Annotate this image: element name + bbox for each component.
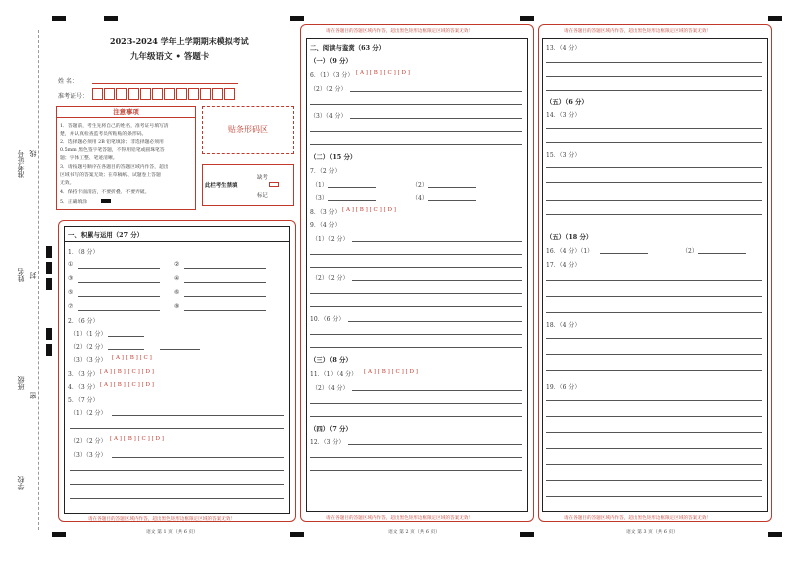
answer-line[interactable] [546,432,762,433]
choice-options[interactable]: [ A ] [ B ] [ C ] [ D ] [356,70,410,76]
registration-mark [520,16,534,21]
id-label: 准考证号： [58,93,89,100]
answer-line[interactable] [310,470,522,471]
question-label: （2）（2 分） [312,275,349,282]
question-label: （3）（4 分） [310,113,347,120]
answer-line[interactable] [546,167,762,168]
question-label: 19．（6 分） [546,384,581,391]
answer-line[interactable] [310,131,522,132]
question-label: 13．（4 分） [546,45,581,52]
page-footer: 语文 第 3 页（共 6 页） [626,530,679,535]
answer-line[interactable] [546,142,762,143]
subject-title: 九年级语文 • 答题卡 [130,52,210,62]
part-title: （四）（7 分） [310,425,352,433]
registration-mark [768,16,782,21]
choice-options[interactable]: [ A ] [ B ] [ C ] [ D ] [100,382,154,388]
answer-line[interactable] [546,354,762,355]
answer-line[interactable] [310,416,522,417]
answer-line[interactable] [546,62,762,63]
blank-label: （4） [412,195,428,202]
side-label-class: 班级 [17,376,25,390]
answer-line[interactable] [546,280,762,281]
absent-label: 此栏考生禁填 [205,183,238,189]
answer-line[interactable] [352,280,522,281]
top-note: 请在各题目的答题区域内作答，超出黑色矩形边框限定区域的答案无效！ [326,29,474,34]
section-title: 二、阅读与鉴赏（63 分） [310,44,386,52]
answer-line[interactable] [70,428,284,429]
question-label: （2）（2 分） [70,344,107,351]
question-label: 5．（7 分） [68,397,99,404]
registration-mark [46,344,52,356]
choice-options[interactable]: [ A ] [ B ] [ C ] [ D ] [100,369,154,375]
question-label: 14．（3 分） [546,112,581,119]
question-label: 8．（3 分） [310,209,341,216]
question-label: 7．（2 分） [310,168,341,175]
absent-checkbox[interactable] [269,182,279,187]
name-label: 姓 名： [58,78,78,85]
bottom-note: 请在各题目的答题区域内作答，超出黑色矩形边框限定区域的答案无效！ [326,516,474,521]
answer-line[interactable] [428,200,476,201]
answer-line[interactable] [546,128,762,129]
barcode-label: 贴条形码区 [228,125,268,134]
question-label: （2）（2 分） [310,86,347,93]
blank-label: ⑧ [174,303,180,310]
answer-line[interactable] [184,310,266,311]
part-title: （五）（18 分） [546,233,593,241]
side-label-line: 线 [29,150,37,157]
registration-mark [46,278,52,290]
answer-line[interactable] [348,321,522,322]
side-label-name: 姓名 [17,268,25,282]
question-label: （3）（3 分） [70,357,107,364]
blank-label: （3） [312,195,328,202]
answer-line[interactable] [310,254,522,255]
part-title: （五）（6 分） [546,98,588,106]
answer-line[interactable] [108,336,144,337]
choice-options[interactable]: [ A ] [ B ] [ C ] [ D ] [342,207,396,213]
absent-bottom: 标记 [257,193,268,199]
answer-line[interactable] [70,498,284,499]
section-title: 一、积累与运用（27 分） [68,231,144,239]
part-title: （二）（15 分） [310,153,357,161]
top-note: 请在各题目的答题区域内作答，超出黑色矩形边框限定区域的答案无效！ [564,29,712,34]
notice-line: 2．选择题必须用 2B 铅笔填涂；非选择题必须用 [60,140,164,145]
bottom-note: 请在各题目的答题区域内作答，超出黑色矩形边框限定区域的答案无效！ [564,516,712,521]
answer-line[interactable] [546,76,762,77]
answer-line[interactable] [184,268,266,269]
blank-label: ③ [68,275,74,282]
registration-mark [768,532,782,537]
question-label: （1）（2 分） [312,236,349,243]
question-label: 10．（6 分） [310,316,345,323]
answer-line[interactable] [546,496,762,497]
notice-line: 无效。 [60,181,75,186]
part-title: （一）（9 分） [310,57,352,65]
question-label: 15．（3 分） [546,152,581,159]
answer-line[interactable] [78,296,160,297]
answer-line[interactable] [78,268,160,269]
answer-line[interactable] [546,370,762,371]
question-label: 3．（3 分） [68,371,99,378]
answer-line[interactable] [112,457,284,458]
registration-mark [290,16,304,21]
notice-title: 注意事项 [57,107,195,118]
answer-line[interactable] [600,253,648,254]
answer-line[interactable] [78,282,160,283]
side-label-id: 准考证号 [17,150,25,178]
registration-mark [46,262,52,274]
binding-line [38,30,39,530]
answer-line[interactable] [546,200,762,201]
answer-line[interactable] [546,416,762,417]
question-label: 17．（4 分） [546,262,581,269]
answer-line[interactable] [310,144,522,145]
question-label: 1．（8 分） [68,249,99,256]
question-label: （2）（4 分） [312,385,349,392]
answer-line[interactable] [546,338,762,339]
answer-line[interactable] [310,306,522,307]
side-label-secret: 密 [29,392,37,399]
notice-line: 4．保持卡面清洁，不要折叠、不要弄破。 [60,190,150,195]
answer-line[interactable] [184,296,266,297]
page-footer: 语文 第 2 页（共 6 页） [388,530,441,535]
answer-line[interactable] [352,390,522,391]
answer-line[interactable] [328,200,376,201]
answer-line[interactable] [70,470,284,471]
blank-label: ⑥ [174,289,180,296]
question-label: （1）（1 分） [70,331,107,338]
question-label: 4．（3 分） [68,384,99,391]
registration-mark [290,532,304,537]
choice-options[interactable]: [ A ] [ B ] [ C ] [ D ] [110,436,164,442]
notice-line: 3．请按题号顺序在各题目的答题区域内作答，超出 [60,165,169,170]
notice-line: 1．答题前，考生先将自己的姓名，准考证号填写清 [60,124,169,129]
question-label: 2．（6 分） [68,318,99,325]
answer-line[interactable] [310,457,522,458]
notice-line: 区域书写的答案无效；在草稿纸、试题卷上答题 [60,173,161,178]
side-label-school: 学校 [17,476,25,490]
blank-label: ② [174,261,180,268]
answer-line[interactable] [546,182,762,183]
side-label-seal: 封 [29,272,37,279]
answer-line[interactable] [546,448,762,449]
blank-label: （1） [312,182,328,189]
answer-line[interactable] [310,293,522,294]
notice-line: 楚，并认真检查监考员所粘贴的条形码。 [60,132,147,137]
barcode-area [202,106,294,154]
absent-box [202,164,294,206]
answer-line[interactable] [310,403,522,404]
answer-line[interactable] [310,267,522,268]
choice-options[interactable]: [ A ] [ B ] [ C ] [112,355,152,361]
blank-label: ① [68,261,74,268]
registration-mark [46,328,52,340]
answer-line[interactable] [352,241,522,242]
page-footer: 语文 第 1 页（共 6 页） [146,530,199,535]
question-label: （1）（2 分） [70,410,107,417]
exam-title: 2023-2024 学年上学期期末模拟考试 [110,36,249,46]
question-label: （2）（2 分） [70,438,107,445]
answer-line[interactable] [310,104,522,105]
name-field[interactable] [92,83,238,84]
answer-line[interactable] [546,480,762,481]
answer-line[interactable] [108,349,144,350]
blank-label: ⑤ [68,289,74,296]
answer-line[interactable] [350,118,522,119]
blank-label: （2） [412,182,428,189]
answer-line[interactable] [112,415,284,416]
answer-line[interactable] [160,349,200,350]
choice-options[interactable]: [ A ] [ B ] [ C ] [ D ] [364,369,418,375]
answer-line[interactable] [328,187,376,188]
notice-line: 5．正确填涂 [60,200,88,205]
question-label: 16．（4 分）（1） [546,248,594,255]
answer-line[interactable] [546,312,762,313]
blank-label: （2） [682,248,698,255]
bottom-note: 请在各题目的答题区域内作答，超出黑色矩形边框限定区域的答案无效！ [88,517,236,522]
question-label: 11．（1）（4 分） [310,371,358,378]
answer-line[interactable] [546,214,762,215]
answer-line[interactable] [348,444,522,445]
registration-mark [46,246,52,258]
notice-line: 0.5mm 黑色签字笔答题，不得用铅笔或圆珠笔答 [60,148,165,153]
answer-line[interactable] [546,464,762,465]
registration-mark [52,16,66,21]
registration-mark [52,532,66,537]
answer-line[interactable] [546,400,762,401]
answer-line[interactable] [350,91,522,92]
part-title: （三）（8 分） [310,356,352,364]
answer-line[interactable] [310,347,522,348]
filled-bubble-example [101,199,111,203]
question-label: （3）（3 分） [70,452,107,459]
answer-line[interactable] [546,90,762,91]
notice-box [56,106,196,210]
answer-line[interactable] [78,310,160,311]
question-label: 12．（3 分） [310,439,345,446]
registration-mark [520,532,534,537]
registration-mark [104,16,118,21]
question-label: 6．（1）（3 分） [310,72,354,79]
notice-line: 题；字体工整、笔迹清晰。 [60,156,118,161]
question-label: 18．（4 分） [546,322,581,329]
answer-line[interactable] [546,296,762,297]
answer-line[interactable] [70,484,284,485]
answer-line[interactable] [184,282,266,283]
question-label: 9．（4 分） [310,222,341,229]
answer-line[interactable] [698,253,746,254]
absent-top: 缺考 [257,175,268,181]
blank-label: ⑦ [68,303,74,310]
blank-label: ④ [174,275,180,282]
answer-line[interactable] [428,187,476,188]
answer-line[interactable] [310,334,522,335]
